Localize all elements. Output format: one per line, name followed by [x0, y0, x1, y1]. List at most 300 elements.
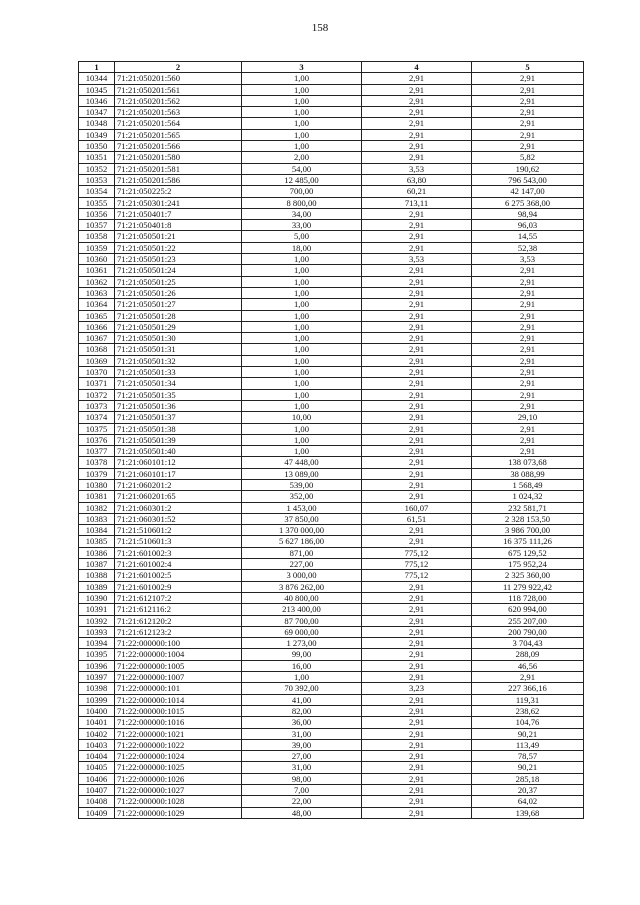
rate-cell: 2,91 [362, 446, 472, 457]
table-row [79, 265, 584, 276]
row-number-cell: 10385 [79, 536, 115, 547]
value-cell: 2,91 [472, 423, 584, 434]
row-number-cell: 10384 [79, 525, 115, 536]
cadastral-number-cell: 71:22:000000:1016 [115, 717, 242, 728]
rate-cell: 3,23 [362, 683, 472, 694]
rate-cell: 3,53 [362, 163, 472, 174]
row-number-cell: 10358 [79, 231, 115, 242]
row-number-cell: 10392 [79, 615, 115, 626]
rate-cell: 2,91 [362, 287, 472, 298]
rate-cell: 2,91 [362, 479, 472, 490]
cadastral-number-cell: 71:22:000000:101 [115, 683, 242, 694]
cadastral-number-cell: 71:22:000000:1029 [115, 807, 242, 818]
area-cell: 1,00 [242, 310, 362, 321]
cadastral-number-cell: 71:21:050501:22 [115, 242, 242, 253]
area-cell: 7,00 [242, 785, 362, 796]
row-number-cell: 10348 [79, 118, 115, 129]
cadastral-number-cell: 71:22:000000:1027 [115, 785, 242, 796]
cadastral-value-table [78, 61, 584, 819]
table-row [79, 208, 584, 219]
table-row [79, 536, 584, 547]
table-row [79, 547, 584, 558]
table-row [79, 174, 584, 185]
table-row [79, 739, 584, 750]
cadastral-number-cell: 71:21:050501:26 [115, 287, 242, 298]
row-number-cell: 10357 [79, 220, 115, 231]
area-cell: 1,00 [242, 141, 362, 152]
area-cell: 34,00 [242, 208, 362, 219]
cadastral-number-cell: 71:21:050501:31 [115, 344, 242, 355]
area-cell: 33,00 [242, 220, 362, 231]
row-number-cell: 10403 [79, 739, 115, 750]
table-row [79, 694, 584, 705]
row-number-cell: 10373 [79, 400, 115, 411]
cadastral-number-cell: 71:21:060201:2 [115, 479, 242, 490]
area-cell: 1 370 000,00 [242, 525, 362, 536]
table-row [79, 287, 584, 298]
area-cell: 1,00 [242, 107, 362, 118]
row-number-cell: 10371 [79, 378, 115, 389]
value-cell: 2 328 153,50 [472, 513, 584, 524]
rate-cell: 2,91 [362, 231, 472, 242]
cadastral-number-cell: 71:21:612107:2 [115, 592, 242, 603]
table-row [79, 254, 584, 265]
value-cell: 64,02 [472, 796, 584, 807]
rate-cell: 2,91 [362, 299, 472, 310]
table-header-row [79, 62, 584, 73]
value-cell: 2,91 [472, 107, 584, 118]
row-number-cell: 10388 [79, 570, 115, 581]
row-number-cell: 10350 [79, 141, 115, 152]
area-cell: 37 850,00 [242, 513, 362, 524]
rate-cell: 2,91 [362, 762, 472, 773]
row-number-cell: 10370 [79, 367, 115, 378]
value-cell: 200 790,00 [472, 626, 584, 637]
cadastral-number-cell: 71:21:050501:24 [115, 265, 242, 276]
table-row [79, 367, 584, 378]
value-cell: 2,91 [472, 84, 584, 95]
area-cell: 1,00 [242, 95, 362, 106]
value-cell: 2,91 [472, 333, 584, 344]
value-cell: 796 543,00 [472, 174, 584, 185]
cadastral-number-cell: 71:21:050201:581 [115, 163, 242, 174]
table-row [79, 446, 584, 457]
value-cell: 190,62 [472, 163, 584, 174]
rate-cell: 2,91 [362, 434, 472, 445]
area-cell: 1 453,00 [242, 502, 362, 513]
row-number-cell: 10344 [79, 73, 115, 84]
cadastral-number-cell: 71:21:050301:241 [115, 197, 242, 208]
cadastral-number-cell: 71:22:000000:1015 [115, 705, 242, 716]
cadastral-number-cell: 71:21:612123:2 [115, 626, 242, 637]
table-row [79, 785, 584, 796]
area-cell: 10,00 [242, 412, 362, 423]
table-row [79, 717, 584, 728]
table-row [79, 468, 584, 479]
row-number-cell: 10377 [79, 446, 115, 457]
table-row [79, 728, 584, 739]
cadastral-number-cell: 71:21:050501:25 [115, 276, 242, 287]
row-number-cell: 10402 [79, 728, 115, 739]
rate-cell: 2,91 [362, 73, 472, 84]
table-row [79, 423, 584, 434]
value-cell: 139,68 [472, 807, 584, 818]
rate-cell: 2,91 [362, 141, 472, 152]
area-cell: 1,00 [242, 367, 362, 378]
row-number-cell: 10364 [79, 299, 115, 310]
area-cell: 213 400,00 [242, 604, 362, 615]
cadastral-number-cell: 71:22:000000:1024 [115, 751, 242, 762]
table-row [79, 457, 584, 468]
table-row [79, 276, 584, 287]
value-cell: 227 366,16 [472, 683, 584, 694]
area-cell: 1,00 [242, 389, 362, 400]
area-cell: 99,00 [242, 649, 362, 660]
value-cell: 2 325 360,00 [472, 570, 584, 581]
table-row [79, 604, 584, 615]
row-number-cell: 10390 [79, 592, 115, 603]
area-cell: 1,00 [242, 355, 362, 366]
table-row [79, 84, 584, 95]
row-number-cell: 10378 [79, 457, 115, 468]
rate-cell: 60,21 [362, 186, 472, 197]
cadastral-number-cell: 71:21:050401:8 [115, 220, 242, 231]
cadastral-number-cell: 71:21:510601:3 [115, 536, 242, 547]
row-number-cell: 10379 [79, 468, 115, 479]
value-cell: 620 994,00 [472, 604, 584, 615]
table-row [79, 762, 584, 773]
rate-cell: 2,91 [362, 276, 472, 287]
cadastral-number-cell: 71:21:612116:2 [115, 604, 242, 615]
row-number-cell: 10376 [79, 434, 115, 445]
value-cell: 3 704,43 [472, 638, 584, 649]
cadastral-number-cell: 71:21:060101:12 [115, 457, 242, 468]
value-cell: 2,91 [472, 73, 584, 84]
rate-cell: 2,91 [362, 208, 472, 219]
rate-cell: 2,91 [362, 717, 472, 728]
row-number-cell: 10372 [79, 389, 115, 400]
row-number-cell: 10382 [79, 502, 115, 513]
row-number-cell: 10361 [79, 265, 115, 276]
area-cell: 31,00 [242, 762, 362, 773]
column-header-1: 1 [79, 62, 115, 73]
cadastral-number-cell: 71:21:601002:9 [115, 581, 242, 592]
table-row [79, 163, 584, 174]
rate-cell: 2,91 [362, 649, 472, 660]
table-row [79, 502, 584, 513]
row-number-cell: 10394 [79, 638, 115, 649]
rate-cell: 2,91 [362, 468, 472, 479]
cadastral-number-cell: 71:21:050201:563 [115, 107, 242, 118]
table-row [79, 141, 584, 152]
table-row [79, 152, 584, 163]
cadastral-number-cell: 71:21:050501:39 [115, 434, 242, 445]
rate-cell: 2,91 [362, 118, 472, 129]
value-cell: 104,76 [472, 717, 584, 728]
value-cell: 96,03 [472, 220, 584, 231]
area-cell: 36,00 [242, 717, 362, 728]
cadastral-number-cell: 71:21:050225:2 [115, 186, 242, 197]
rate-cell: 2,91 [362, 84, 472, 95]
row-number-cell: 10397 [79, 672, 115, 683]
rate-cell: 2,91 [362, 536, 472, 547]
area-cell: 227,00 [242, 559, 362, 570]
table-row [79, 479, 584, 490]
table-row [79, 333, 584, 344]
value-cell: 2,91 [472, 446, 584, 457]
row-number-cell: 10406 [79, 773, 115, 784]
area-cell: 352,00 [242, 491, 362, 502]
table-row [79, 525, 584, 536]
rate-cell: 2,91 [362, 152, 472, 163]
rate-cell: 2,91 [362, 423, 472, 434]
table-row [79, 807, 584, 818]
table-row [79, 570, 584, 581]
value-cell: 90,21 [472, 762, 584, 773]
cadastral-number-cell: 71:21:060201:65 [115, 491, 242, 502]
table-row [79, 129, 584, 140]
column-header-3: 3 [242, 62, 362, 73]
row-number-cell: 10347 [79, 107, 115, 118]
rate-cell: 2,91 [362, 265, 472, 276]
rate-cell: 2,91 [362, 660, 472, 671]
area-cell: 1,00 [242, 299, 362, 310]
cadastral-number-cell: 71:21:050501:34 [115, 378, 242, 389]
rate-cell: 2,91 [362, 389, 472, 400]
row-number-cell: 10367 [79, 333, 115, 344]
cadastral-number-cell: 71:21:050201:564 [115, 118, 242, 129]
value-cell: 2,91 [472, 129, 584, 140]
cadastral-number-cell: 71:21:050501:21 [115, 231, 242, 242]
row-number-cell: 10346 [79, 95, 115, 106]
value-cell: 11 279 922,42 [472, 581, 584, 592]
cadastral-number-cell: 71:21:601002:4 [115, 559, 242, 570]
area-cell: 16,00 [242, 660, 362, 671]
row-number-cell: 10362 [79, 276, 115, 287]
row-number-cell: 10366 [79, 321, 115, 332]
area-cell: 2,00 [242, 152, 362, 163]
cadastral-number-cell: 71:21:050501:37 [115, 412, 242, 423]
cadastral-number-cell: 71:21:050401:7 [115, 208, 242, 219]
area-cell: 1,00 [242, 254, 362, 265]
area-cell: 54,00 [242, 163, 362, 174]
value-cell: 42 147,00 [472, 186, 584, 197]
cadastral-number-cell: 71:21:050501:36 [115, 400, 242, 411]
cadastral-number-cell: 71:21:050501:40 [115, 446, 242, 457]
value-cell: 138 073,68 [472, 457, 584, 468]
value-cell: 285,18 [472, 773, 584, 784]
value-cell: 46,56 [472, 660, 584, 671]
value-cell: 2,91 [472, 95, 584, 106]
area-cell: 1,00 [242, 287, 362, 298]
value-cell: 2,91 [472, 378, 584, 389]
area-cell: 539,00 [242, 479, 362, 490]
rate-cell: 2,91 [362, 672, 472, 683]
rate-cell: 2,91 [362, 739, 472, 750]
cadastral-number-cell: 71:21:050201:566 [115, 141, 242, 152]
table-row [79, 773, 584, 784]
area-cell: 700,00 [242, 186, 362, 197]
area-cell: 82,00 [242, 705, 362, 716]
area-cell: 1,00 [242, 446, 362, 457]
area-cell: 1,00 [242, 333, 362, 344]
rate-cell: 2,91 [362, 525, 472, 536]
rate-cell: 2,91 [362, 129, 472, 140]
rate-cell: 2,91 [362, 95, 472, 106]
area-cell: 1,00 [242, 276, 362, 287]
cadastral-number-cell: 71:22:000000:1021 [115, 728, 242, 739]
table-row [79, 321, 584, 332]
row-number-cell: 10387 [79, 559, 115, 570]
cadastral-number-cell: 71:21:050201:586 [115, 174, 242, 185]
row-number-cell: 10359 [79, 242, 115, 253]
area-cell: 5,00 [242, 231, 362, 242]
area-cell: 1,00 [242, 434, 362, 445]
area-cell: 1,00 [242, 118, 362, 129]
row-number-cell: 10401 [79, 717, 115, 728]
row-number-cell: 10354 [79, 186, 115, 197]
table-row [79, 796, 584, 807]
value-cell: 2,91 [472, 367, 584, 378]
cadastral-number-cell: 71:22:000000:1026 [115, 773, 242, 784]
table-row [79, 95, 584, 106]
row-number-cell: 10398 [79, 683, 115, 694]
area-cell: 41,00 [242, 694, 362, 705]
value-cell: 2,91 [472, 310, 584, 321]
rate-cell: 2,91 [362, 773, 472, 784]
value-cell: 78,57 [472, 751, 584, 762]
area-cell: 5 627 186,00 [242, 536, 362, 547]
area-cell: 12 485,00 [242, 174, 362, 185]
table-row [79, 559, 584, 570]
table-row [79, 638, 584, 649]
cadastral-number-cell: 71:21:050501:23 [115, 254, 242, 265]
value-cell: 119,31 [472, 694, 584, 705]
area-cell: 70 392,00 [242, 683, 362, 694]
value-cell: 1 024,32 [472, 491, 584, 502]
column-header-2: 2 [115, 62, 242, 73]
value-cell: 232 581,71 [472, 502, 584, 513]
area-cell: 22,00 [242, 796, 362, 807]
rate-cell: 2,91 [362, 785, 472, 796]
rate-cell: 2,91 [362, 107, 472, 118]
cadastral-number-cell: 71:21:050501:38 [115, 423, 242, 434]
value-cell: 2,91 [472, 276, 584, 287]
row-number-cell: 10389 [79, 581, 115, 592]
rate-cell: 2,91 [362, 344, 472, 355]
rate-cell: 2,91 [362, 615, 472, 626]
value-cell: 2,91 [472, 344, 584, 355]
area-cell: 871,00 [242, 547, 362, 558]
value-cell: 2,91 [472, 321, 584, 332]
area-cell: 1,00 [242, 321, 362, 332]
area-cell: 1,00 [242, 672, 362, 683]
rate-cell: 2,91 [362, 491, 472, 502]
value-cell: 20,37 [472, 785, 584, 796]
value-cell: 2,91 [472, 389, 584, 400]
cadastral-number-cell: 71:21:050501:32 [115, 355, 242, 366]
row-number-cell: 10405 [79, 762, 115, 773]
table-row [79, 73, 584, 84]
cadastral-number-cell: 71:21:050501:35 [115, 389, 242, 400]
area-cell: 1,00 [242, 344, 362, 355]
row-number-cell: 10408 [79, 796, 115, 807]
rate-cell: 2,91 [362, 457, 472, 468]
value-cell: 3 986 700,00 [472, 525, 584, 536]
table-row [79, 751, 584, 762]
rate-cell: 2,91 [362, 728, 472, 739]
value-cell: 2,91 [472, 400, 584, 411]
row-number-cell: 10363 [79, 287, 115, 298]
value-cell: 98,94 [472, 208, 584, 219]
rate-cell: 160,07 [362, 502, 472, 513]
row-number-cell: 10393 [79, 626, 115, 637]
row-number-cell: 10351 [79, 152, 115, 163]
cadastral-number-cell: 71:21:050501:29 [115, 321, 242, 332]
row-number-cell: 10349 [79, 129, 115, 140]
value-cell: 675 129,52 [472, 547, 584, 558]
cadastral-number-cell: 71:21:050201:562 [115, 95, 242, 106]
row-number-cell: 10381 [79, 491, 115, 502]
rate-cell: 2,91 [362, 355, 472, 366]
table-body [79, 73, 584, 819]
table-row [79, 344, 584, 355]
cadastral-number-cell: 71:22:000000:1004 [115, 649, 242, 660]
table-row [79, 513, 584, 524]
rate-cell: 2,91 [362, 796, 472, 807]
value-cell: 118 728,00 [472, 592, 584, 603]
row-number-cell: 10400 [79, 705, 115, 716]
rate-cell: 2,91 [362, 626, 472, 637]
rate-cell: 2,91 [362, 242, 472, 253]
cadastral-number-cell: 71:22:000000:1022 [115, 739, 242, 750]
table-row [79, 355, 584, 366]
row-number-cell: 10345 [79, 84, 115, 95]
cadastral-number-cell: 71:21:060301:52 [115, 513, 242, 524]
column-header-4: 4 [362, 62, 472, 73]
table-row [79, 626, 584, 637]
table-row [79, 434, 584, 445]
table-row [79, 186, 584, 197]
rate-cell: 2,91 [362, 412, 472, 423]
table-row [79, 231, 584, 242]
row-number-cell: 10380 [79, 479, 115, 490]
value-cell: 1 568,49 [472, 479, 584, 490]
area-cell: 40 800,00 [242, 592, 362, 603]
value-cell: 2,91 [472, 299, 584, 310]
table-row [79, 592, 584, 603]
row-number-cell: 10352 [79, 163, 115, 174]
value-cell: 6 275 368,00 [472, 197, 584, 208]
table-row [79, 389, 584, 400]
rate-cell: 2,91 [362, 378, 472, 389]
cadastral-number-cell: 71:22:000000:1007 [115, 672, 242, 683]
row-number-cell: 10368 [79, 344, 115, 355]
rate-cell: 713,11 [362, 197, 472, 208]
area-cell: 3 000,00 [242, 570, 362, 581]
cadastral-number-cell: 71:21:601002:5 [115, 570, 242, 581]
rate-cell: 63,80 [362, 174, 472, 185]
value-cell: 238,62 [472, 705, 584, 716]
rate-cell: 775,12 [362, 570, 472, 581]
table-row [79, 310, 584, 321]
table-row [79, 118, 584, 129]
cadastral-number-cell: 71:22:000000:1025 [115, 762, 242, 773]
table-row [79, 660, 584, 671]
row-number-cell: 10365 [79, 310, 115, 321]
table-row [79, 672, 584, 683]
rate-cell: 2,91 [362, 400, 472, 411]
